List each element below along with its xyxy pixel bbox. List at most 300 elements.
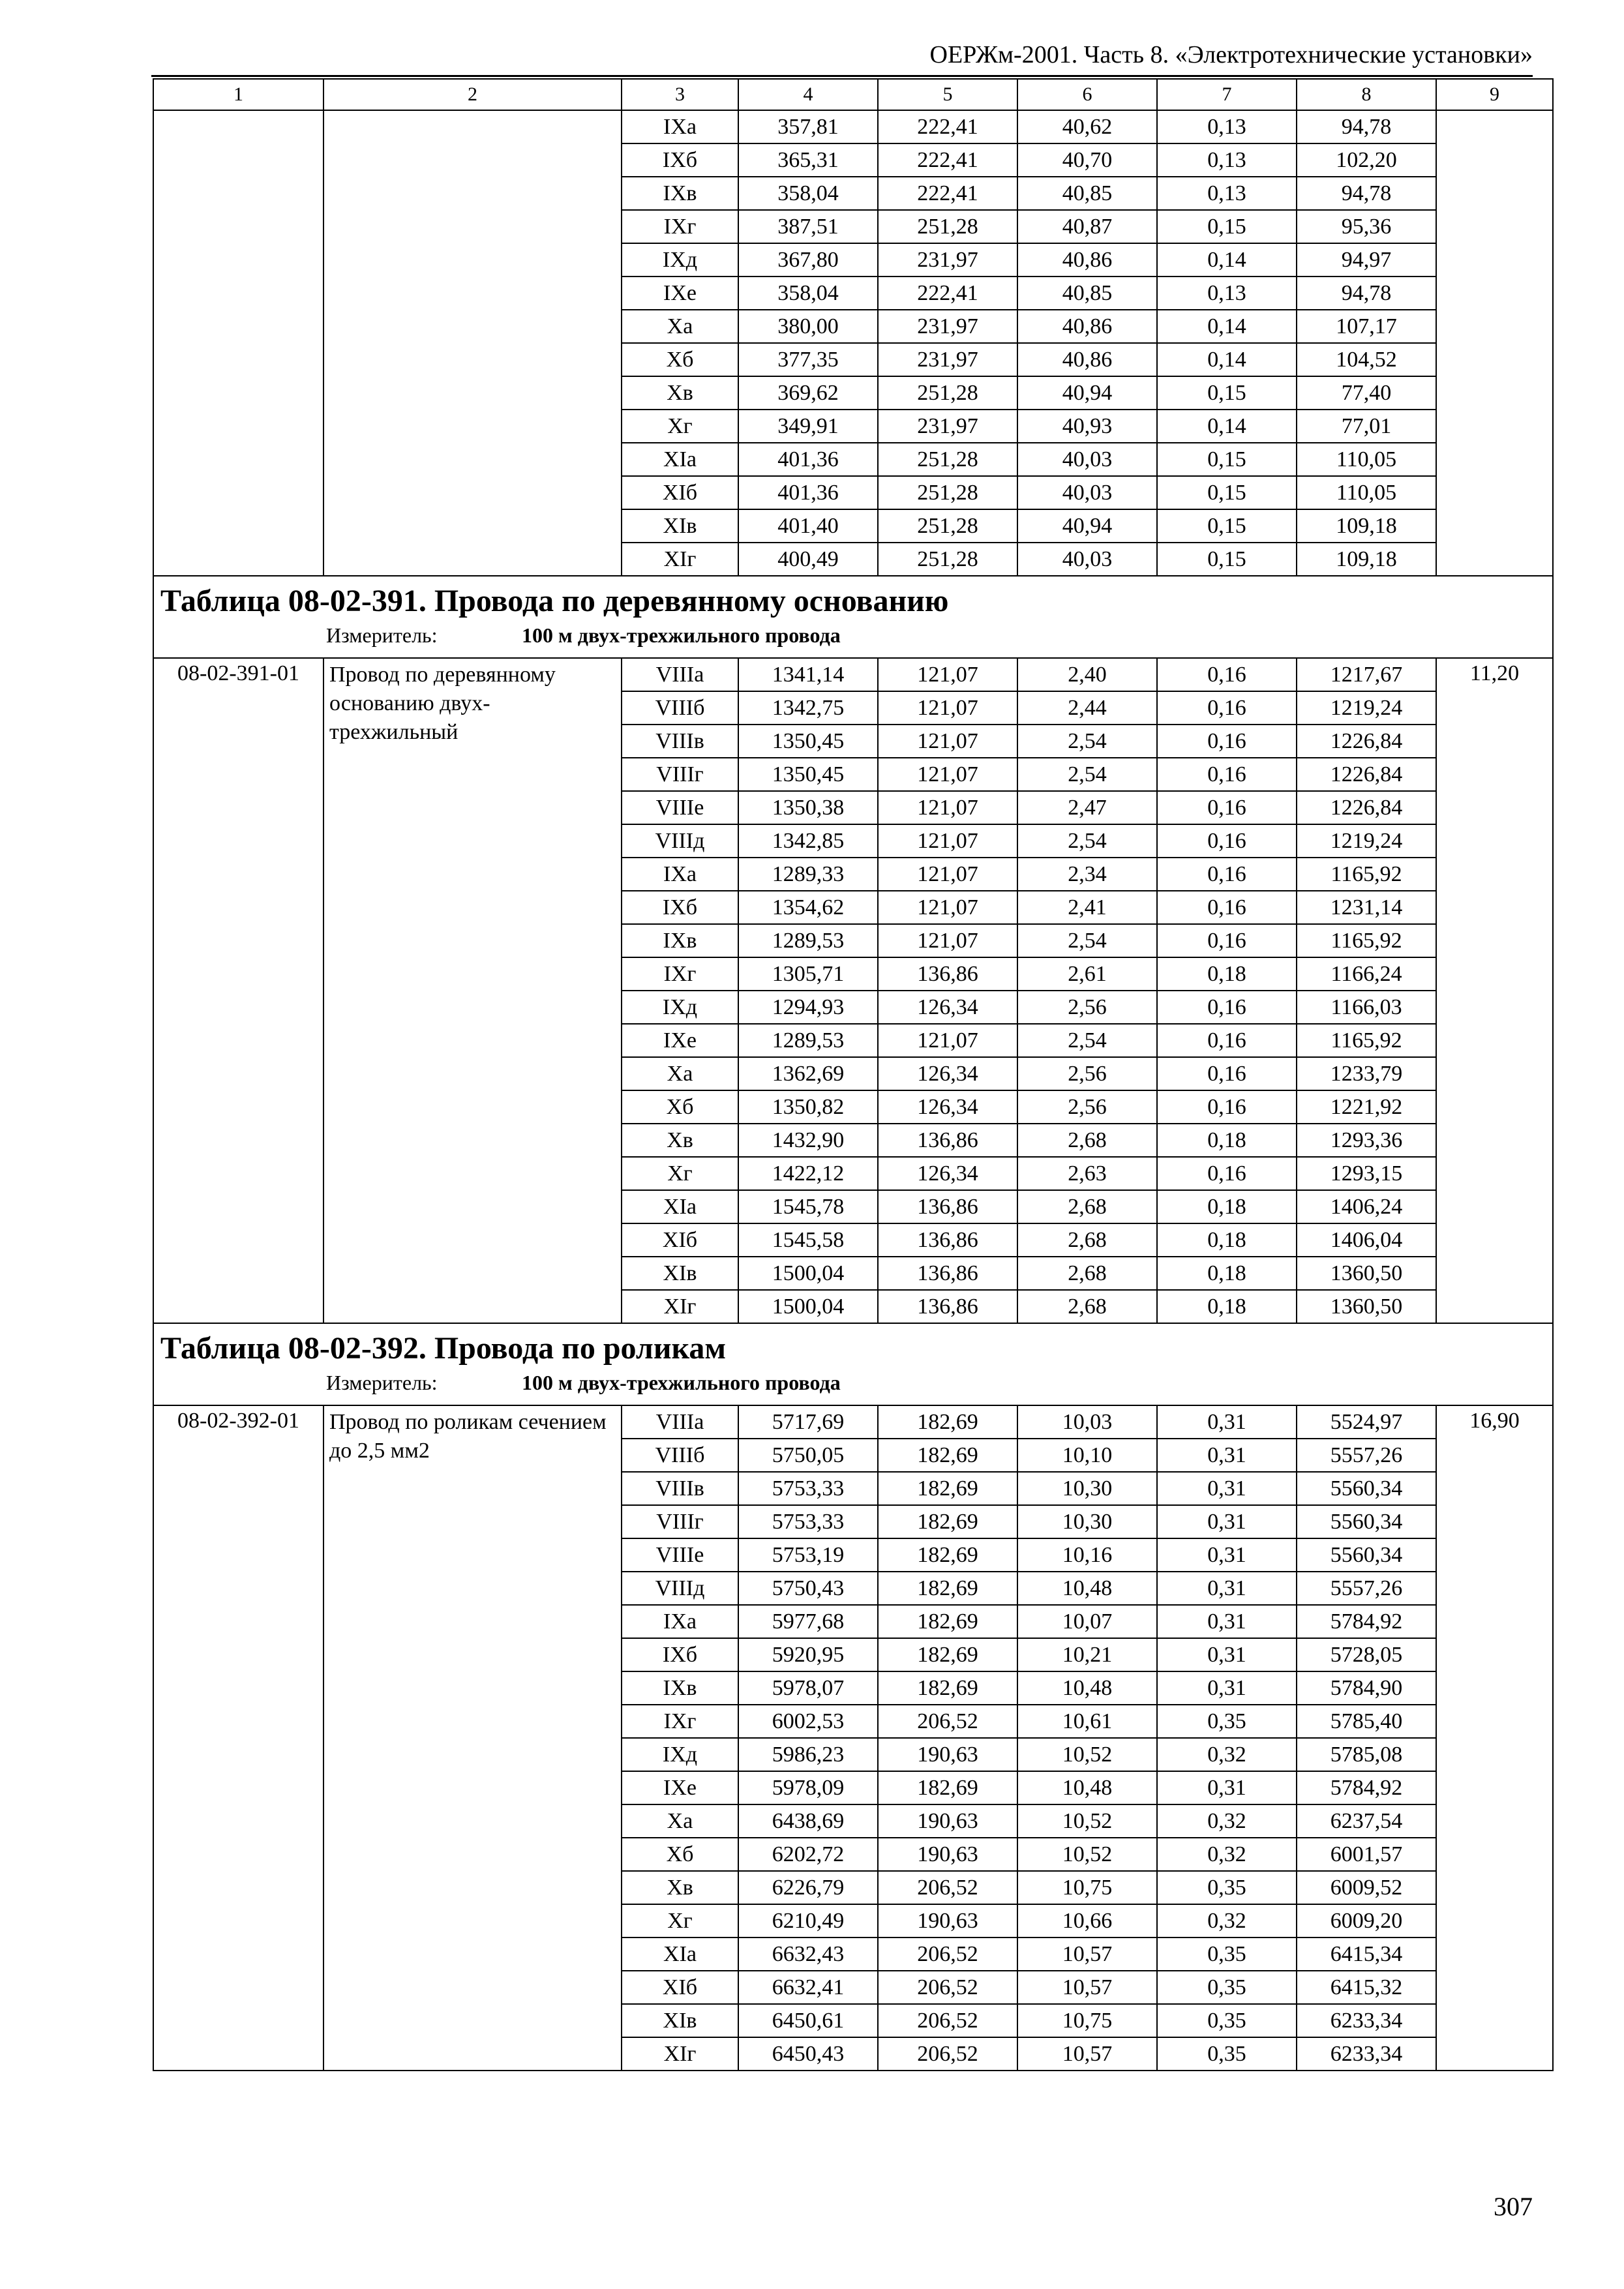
table-cell: 358,04 <box>738 177 878 210</box>
norm-cell: 16,90 <box>1436 1405 1553 2071</box>
table-cell: 40,62 <box>1017 110 1157 143</box>
table-title: Таблица 08-02-392. Провода по роликам <box>160 1331 727 1366</box>
table-cell: IXг <box>622 957 738 991</box>
table-cell: 1166,24 <box>1297 957 1436 991</box>
table-cell: 1406,04 <box>1297 1223 1436 1257</box>
table-cell: 0,13 <box>1157 110 1297 143</box>
table-cell: 121,07 <box>878 791 1017 824</box>
table-cell: 1219,24 <box>1297 691 1436 725</box>
table-cell: 0,16 <box>1157 791 1297 824</box>
table-cell: 0,18 <box>1157 1223 1297 1257</box>
measure-line <box>154 1368 1552 1397</box>
table-cell: 251,28 <box>878 210 1017 243</box>
table-cell: XIв <box>622 2004 738 2037</box>
table-title-cell <box>153 1323 1553 1405</box>
table-cell: 1354,62 <box>738 891 878 924</box>
table-cell: 94,78 <box>1297 277 1436 310</box>
table-cell: 2,54 <box>1017 824 1157 858</box>
table-cell: IXа <box>622 110 738 143</box>
table-cell: 1233,79 <box>1297 1057 1436 1090</box>
table-cell: IXв <box>622 177 738 210</box>
table-cell: 5784,92 <box>1297 1605 1436 1638</box>
table-cell: 251,28 <box>878 543 1017 576</box>
table-cell: 94,78 <box>1297 110 1436 143</box>
table-cell: IXд <box>622 1738 738 1771</box>
table-cell: 0,16 <box>1157 858 1297 891</box>
table-cell: 1226,84 <box>1297 791 1436 824</box>
table-cell: 0,14 <box>1157 343 1297 376</box>
table-title: Таблица 08-02-391. Провода по деревянному основанию <box>160 584 949 618</box>
table-cell: Xа <box>622 1804 738 1838</box>
table-cell: 0,14 <box>1157 310 1297 343</box>
table-cell: 5750,05 <box>738 1439 878 1472</box>
table-cell: 182,69 <box>878 1605 1017 1638</box>
table-cell: 121,07 <box>878 758 1017 791</box>
table-cell: 206,52 <box>878 2037 1017 2071</box>
name-cell <box>323 110 622 576</box>
table-cell: 10,30 <box>1017 1505 1157 1538</box>
table-cell: 121,07 <box>878 924 1017 957</box>
column-number: 9 <box>1436 79 1553 110</box>
table-cell: 109,18 <box>1297 509 1436 543</box>
table-cell: 2,54 <box>1017 725 1157 758</box>
measure-line <box>154 621 1552 650</box>
table-cell: XIг <box>622 2037 738 2071</box>
table-cell: 0,31 <box>1157 1538 1297 1572</box>
table-cell: 5750,43 <box>738 1572 878 1605</box>
table-cell: 0,35 <box>1157 1871 1297 1904</box>
table-cell: 40,87 <box>1017 210 1157 243</box>
table-cell: 0,31 <box>1157 1771 1297 1804</box>
column-number: 4 <box>738 79 878 110</box>
table-cell: 206,52 <box>878 1937 1017 1971</box>
table-title-row <box>153 1323 1553 1405</box>
table-cell: VIIIг <box>622 1505 738 1538</box>
table-cell: 365,31 <box>738 143 878 177</box>
table-cell: Xб <box>622 1838 738 1871</box>
table-cell: 6202,72 <box>738 1838 878 1871</box>
table-cell: 0,18 <box>1157 957 1297 991</box>
table-cell: IXб <box>622 1638 738 1671</box>
table-cell: 10,61 <box>1017 1705 1157 1738</box>
table-cell: 5557,26 <box>1297 1439 1436 1472</box>
table-cell: 10,21 <box>1017 1638 1157 1671</box>
table-cell: 1350,38 <box>738 791 878 824</box>
table-cell: 5560,34 <box>1297 1538 1436 1572</box>
column-number: 1 <box>153 79 323 110</box>
column-number: 8 <box>1297 79 1436 110</box>
table-cell: IXе <box>622 1771 738 1804</box>
table-cell: 5753,33 <box>738 1472 878 1505</box>
table-cell: VIIIг <box>622 758 738 791</box>
table-cell: 0,16 <box>1157 691 1297 725</box>
table-cell: 10,07 <box>1017 1605 1157 1638</box>
table-cell: 1293,15 <box>1297 1157 1436 1190</box>
table-cell: 2,68 <box>1017 1124 1157 1157</box>
table-cell: 251,28 <box>878 476 1017 509</box>
table-cell: 126,34 <box>878 1157 1017 1190</box>
table-cell: 10,75 <box>1017 1871 1157 1904</box>
table-cell: 0,16 <box>1157 725 1297 758</box>
table-cell: 1406,24 <box>1297 1190 1436 1223</box>
table-cell: 2,68 <box>1017 1257 1157 1290</box>
table-cell: 5560,34 <box>1297 1505 1436 1538</box>
table-cell: 6009,20 <box>1297 1904 1436 1937</box>
table-cell: 10,48 <box>1017 1771 1157 1804</box>
table-cell: 222,41 <box>878 177 1017 210</box>
table-cell: 206,52 <box>878 1705 1017 1738</box>
table-cell: 2,54 <box>1017 924 1157 957</box>
table-cell: 0,35 <box>1157 1937 1297 1971</box>
table-cell: 2,68 <box>1017 1190 1157 1223</box>
table-cell: 0,31 <box>1157 1472 1297 1505</box>
table-cell: 0,15 <box>1157 376 1297 410</box>
table-cell: IXв <box>622 924 738 957</box>
table-cell: XIг <box>622 543 738 576</box>
table-cell: 0,32 <box>1157 1904 1297 1937</box>
table-cell: Xв <box>622 1124 738 1157</box>
table-cell: 0,13 <box>1157 277 1297 310</box>
table-cell: 0,14 <box>1157 243 1297 277</box>
table-cell: 0,31 <box>1157 1638 1297 1671</box>
table-cell: VIIIд <box>622 1572 738 1605</box>
table-cell: 0,35 <box>1157 2037 1297 2071</box>
table-cell: 40,94 <box>1017 509 1157 543</box>
table-cell: 121,07 <box>878 658 1017 691</box>
table-cell: 40,70 <box>1017 143 1157 177</box>
table-cell: Xв <box>622 376 738 410</box>
table-cell: 1342,85 <box>738 824 878 858</box>
table-cell: 251,28 <box>878 443 1017 476</box>
table-cell: 10,52 <box>1017 1738 1157 1771</box>
table-cell: 126,34 <box>878 991 1017 1024</box>
table-cell: 1432,90 <box>738 1124 878 1157</box>
table-cell: 77,01 <box>1297 410 1436 443</box>
table-cell: 10,30 <box>1017 1472 1157 1505</box>
table-cell: 0,18 <box>1157 1124 1297 1157</box>
table-cell: IXа <box>622 1605 738 1638</box>
table-cell: IXг <box>622 210 738 243</box>
table-cell: 40,86 <box>1017 343 1157 376</box>
table-cell: 10,16 <box>1017 1538 1157 1572</box>
name-cell: Провод по роликам сечением до 2,5 мм2 <box>323 1405 622 2071</box>
table-cell: IXе <box>622 277 738 310</box>
table-cell: 110,05 <box>1297 476 1436 509</box>
table-cell: XIб <box>622 1971 738 2004</box>
table-cell: 367,80 <box>738 243 878 277</box>
table-cell: 401,36 <box>738 476 878 509</box>
table-cell: Xб <box>622 343 738 376</box>
table-cell: 6009,52 <box>1297 1871 1436 1904</box>
table-cell: 0,15 <box>1157 210 1297 243</box>
table-cell: Xг <box>622 1904 738 1937</box>
table-cell: 401,36 <box>738 443 878 476</box>
table-cell: 1221,92 <box>1297 1090 1436 1124</box>
table-row <box>153 1405 1553 1439</box>
table-cell: 0,31 <box>1157 1605 1297 1638</box>
table-cell: 0,18 <box>1157 1290 1297 1323</box>
table-cell: 6415,34 <box>1297 1937 1436 1971</box>
table-cell: 6632,41 <box>738 1971 878 2004</box>
table-cell: IXв <box>622 1671 738 1705</box>
table-cell: 121,07 <box>878 858 1017 891</box>
table-cell: 0,16 <box>1157 891 1297 924</box>
table-cell: XIг <box>622 1290 738 1323</box>
table-cell: 222,41 <box>878 110 1017 143</box>
table-cell: 2,56 <box>1017 991 1157 1024</box>
table-cell: 1219,24 <box>1297 824 1436 858</box>
table-cell: 0,16 <box>1157 924 1297 957</box>
table-cell: 5920,95 <box>738 1638 878 1671</box>
table-cell: 182,69 <box>878 1671 1017 1705</box>
table-cell: 40,03 <box>1017 543 1157 576</box>
table-cell: 5978,09 <box>738 1771 878 1804</box>
table-cell: 231,97 <box>878 243 1017 277</box>
table-cell: VIIIб <box>622 1439 738 1472</box>
table-cell: 5784,90 <box>1297 1671 1436 1705</box>
table-cell: 0,35 <box>1157 2004 1297 2037</box>
table-cell: 0,18 <box>1157 1257 1297 1290</box>
table-cell: 94,78 <box>1297 177 1436 210</box>
table-cell: 1545,78 <box>738 1190 878 1223</box>
table-cell: 94,97 <box>1297 243 1436 277</box>
table-cell: 1500,04 <box>738 1290 878 1323</box>
table-cell: 40,86 <box>1017 243 1157 277</box>
table-cell: 10,10 <box>1017 1439 1157 1472</box>
table-cell: 40,93 <box>1017 410 1157 443</box>
table-cell: 0,14 <box>1157 410 1297 443</box>
table-cell: 231,97 <box>878 310 1017 343</box>
table-cell: 0,35 <box>1157 1705 1297 1738</box>
table-cell: 5978,07 <box>738 1671 878 1705</box>
table-cell: 6415,32 <box>1297 1971 1436 2004</box>
table-cell: 102,20 <box>1297 143 1436 177</box>
table-cell: 349,91 <box>738 410 878 443</box>
table-cell: 107,17 <box>1297 310 1436 343</box>
table-cell: IXе <box>622 1024 738 1057</box>
table-cell: 1294,93 <box>738 991 878 1024</box>
column-number: 7 <box>1157 79 1297 110</box>
table-cell: 1342,75 <box>738 691 878 725</box>
measure-value: 100 м двух-трехжильного провода <box>522 1371 841 1394</box>
table-cell: Xг <box>622 1157 738 1190</box>
table-cell: 1360,50 <box>1297 1257 1436 1290</box>
table-cell: Xб <box>622 1090 738 1124</box>
price-table <box>153 78 1554 2071</box>
table-cell: 401,40 <box>738 509 878 543</box>
table-cell: 0,32 <box>1157 1804 1297 1838</box>
table-cell: Xг <box>622 410 738 443</box>
table-cell: VIIIе <box>622 791 738 824</box>
table-cell: IXг <box>622 1705 738 1738</box>
table-cell: 1350,82 <box>738 1090 878 1124</box>
table-cell: 5784,92 <box>1297 1771 1436 1804</box>
table-cell: 136,86 <box>878 957 1017 991</box>
table-cell: 10,66 <box>1017 1904 1157 1937</box>
running-header: ОЕРЖм-2001. Часть 8. «Электротехнические установки» <box>929 41 1533 68</box>
table-cell: 5753,19 <box>738 1538 878 1572</box>
table-cell: 121,07 <box>878 725 1017 758</box>
table-cell: 369,62 <box>738 376 878 410</box>
table-cell: 2,34 <box>1017 858 1157 891</box>
table-cell: 104,52 <box>1297 343 1436 376</box>
table-cell: 0,16 <box>1157 1090 1297 1124</box>
table-cell: 2,56 <box>1017 1057 1157 1090</box>
table-cell: 182,69 <box>878 1439 1017 1472</box>
table-cell: 5728,05 <box>1297 1638 1436 1671</box>
table-cell: 5785,08 <box>1297 1738 1436 1771</box>
table-cell: 1360,50 <box>1297 1290 1436 1323</box>
code-cell <box>153 110 323 576</box>
table-cell: XIв <box>622 1257 738 1290</box>
table-cell: 5986,23 <box>738 1738 878 1771</box>
table-cell: 6226,79 <box>738 1871 878 1904</box>
table-row <box>153 658 1553 691</box>
table-cell: 0,32 <box>1157 1738 1297 1771</box>
table-cell: 0,18 <box>1157 1190 1297 1223</box>
table-cell: 0,15 <box>1157 543 1297 576</box>
table-cell: IXб <box>622 891 738 924</box>
measure-label: Измеритель: <box>326 1371 438 1394</box>
table-cell: 2,68 <box>1017 1223 1157 1257</box>
table-cell: VIIIв <box>622 1472 738 1505</box>
table-cell: XIа <box>622 443 738 476</box>
code-cell: 08-02-391-01 <box>153 658 323 1323</box>
column-number-row <box>153 79 1553 110</box>
table-cell: 6002,53 <box>738 1705 878 1738</box>
page-number: 307 <box>1494 2192 1533 2221</box>
measure-label: Измеритель: <box>326 623 438 647</box>
table-cell: IXб <box>622 143 738 177</box>
table-cell: 6233,34 <box>1297 2004 1436 2037</box>
table-cell: 136,86 <box>878 1124 1017 1157</box>
table-cell: 0,16 <box>1157 991 1297 1024</box>
table-cell: 5753,33 <box>738 1505 878 1538</box>
table-cell: 0,31 <box>1157 1505 1297 1538</box>
table-cell: 136,86 <box>878 1290 1017 1323</box>
table-cell: XIа <box>622 1937 738 1971</box>
norm-cell: 11,20 <box>1436 658 1553 1323</box>
table-cell: 222,41 <box>878 277 1017 310</box>
table-cell: 0,35 <box>1157 1971 1297 2004</box>
table-cell: Xв <box>622 1871 738 1904</box>
table-cell: 2,61 <box>1017 957 1157 991</box>
table-cell: 0,15 <box>1157 443 1297 476</box>
table-cell: XIв <box>622 509 738 543</box>
table-cell: 0,13 <box>1157 177 1297 210</box>
table-cell: 182,69 <box>878 1538 1017 1572</box>
table-cell: 206,52 <box>878 1871 1017 1904</box>
code-cell: 08-02-392-01 <box>153 1405 323 2071</box>
table-cell: 0,15 <box>1157 509 1297 543</box>
table-cell: 136,86 <box>878 1190 1017 1223</box>
table-cell: 6632,43 <box>738 1937 878 1971</box>
table-cell: 251,28 <box>878 509 1017 543</box>
header-rule <box>151 75 1533 77</box>
table-cell: XIб <box>622 1223 738 1257</box>
table-cell: 1165,92 <box>1297 1024 1436 1057</box>
table-cell: 1217,67 <box>1297 658 1436 691</box>
table-cell: 6210,49 <box>738 1904 878 1937</box>
table-cell: 182,69 <box>878 1405 1017 1439</box>
table-cell: 1165,92 <box>1297 858 1436 891</box>
table-cell: 190,63 <box>878 1738 1017 1771</box>
table-cell: 0,31 <box>1157 1671 1297 1705</box>
table-cell: 40,03 <box>1017 476 1157 509</box>
table-cell: 10,52 <box>1017 1804 1157 1838</box>
table-cell: 206,52 <box>878 2004 1017 2037</box>
table-cell: 231,97 <box>878 343 1017 376</box>
table-cell: 1231,14 <box>1297 891 1436 924</box>
table-cell: 0,16 <box>1157 1157 1297 1190</box>
table-cell: Xа <box>622 1057 738 1090</box>
table-cell: 40,94 <box>1017 376 1157 410</box>
table-cell: 0,16 <box>1157 658 1297 691</box>
table-cell: XIб <box>622 476 738 509</box>
table-cell: 2,54 <box>1017 1024 1157 1057</box>
table-cell: 1226,84 <box>1297 725 1436 758</box>
table-cell: 2,41 <box>1017 891 1157 924</box>
table-cell: 6237,54 <box>1297 1804 1436 1838</box>
table-cell: VIIIв <box>622 725 738 758</box>
column-number: 5 <box>878 79 1017 110</box>
table-cell: 10,75 <box>1017 2004 1157 2037</box>
table-cell: 40,85 <box>1017 177 1157 210</box>
table-cell: 206,52 <box>878 1971 1017 2004</box>
table-cell: VIIIа <box>622 1405 738 1439</box>
table-cell: 10,57 <box>1017 1937 1157 1971</box>
table-cell: 1545,58 <box>738 1223 878 1257</box>
table-cell: 1166,03 <box>1297 991 1436 1024</box>
table-cell: 2,56 <box>1017 1090 1157 1124</box>
table-cell: 1289,53 <box>738 924 878 957</box>
table-body <box>153 79 1553 2071</box>
table-cell: 358,04 <box>738 277 878 310</box>
table-cell: 5717,69 <box>738 1405 878 1439</box>
table-cell: 121,07 <box>878 691 1017 725</box>
table-cell: 1226,84 <box>1297 758 1436 791</box>
table-cell: IXа <box>622 858 738 891</box>
table-cell: 40,03 <box>1017 443 1157 476</box>
table-cell: XIа <box>622 1190 738 1223</box>
table-cell: 2,63 <box>1017 1157 1157 1190</box>
table-cell: 40,86 <box>1017 310 1157 343</box>
table-cell: 109,18 <box>1297 543 1436 576</box>
table-cell: 6438,69 <box>738 1804 878 1838</box>
table-cell: 1165,92 <box>1297 924 1436 957</box>
table-cell: VIIIа <box>622 658 738 691</box>
table-cell: 231,97 <box>878 410 1017 443</box>
table-cell: IXд <box>622 991 738 1024</box>
table-title-cell <box>153 576 1553 658</box>
table-cell: 2,54 <box>1017 758 1157 791</box>
table-cell: 110,05 <box>1297 443 1436 476</box>
norm-cell <box>1436 110 1553 576</box>
table-cell: 1362,69 <box>738 1057 878 1090</box>
table-cell: 121,07 <box>878 891 1017 924</box>
table-cell: 1500,04 <box>738 1257 878 1290</box>
table-cell: 0,13 <box>1157 143 1297 177</box>
table-cell: 2,68 <box>1017 1290 1157 1323</box>
table-cell: 190,63 <box>878 1904 1017 1937</box>
table-cell: 0,31 <box>1157 1572 1297 1605</box>
table-cell: 190,63 <box>878 1804 1017 1838</box>
column-number: 3 <box>622 79 738 110</box>
table-cell: 126,34 <box>878 1057 1017 1090</box>
table-cell: 222,41 <box>878 143 1017 177</box>
table-cell: 1422,12 <box>738 1157 878 1190</box>
table-cell: 2,44 <box>1017 691 1157 725</box>
